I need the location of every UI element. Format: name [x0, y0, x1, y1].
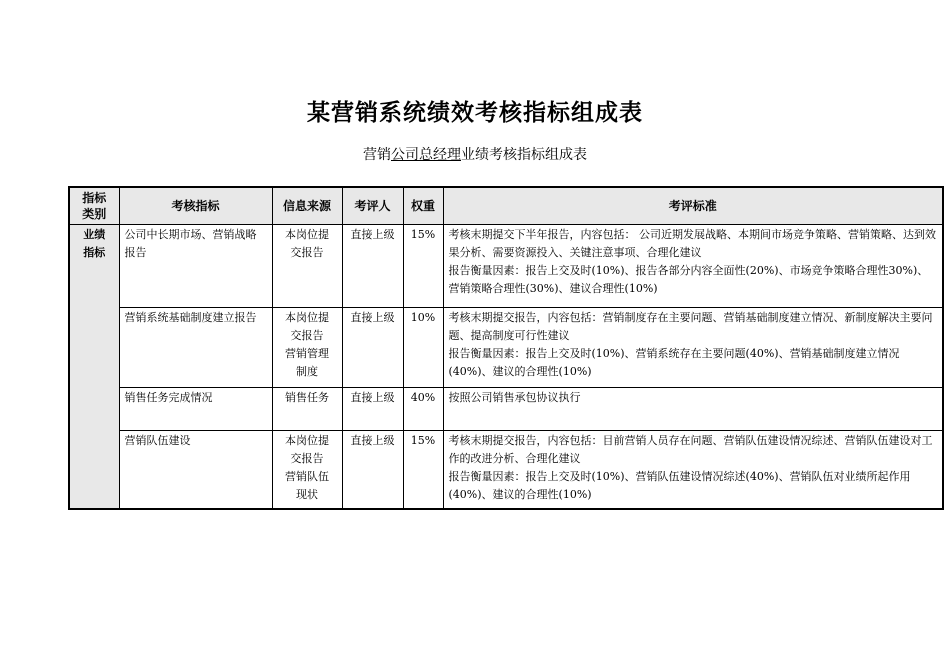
indicator-cell: 营销队伍建设: [119, 431, 272, 509]
table-subtitle: [0, 144, 950, 164]
subtitle-underlined: 公司总经理: [391, 147, 461, 163]
header-criteria: 考评标准: [443, 187, 943, 225]
table-row: [69, 388, 943, 431]
header-weight: 权重: [403, 187, 443, 225]
source-line: 现状: [296, 488, 318, 501]
source-line: 交报告: [290, 246, 324, 259]
weight-cell: 15%: [403, 225, 443, 308]
source-line: 营销管理: [285, 347, 329, 360]
table-row: [69, 431, 943, 509]
indicator-cell: 营销系统基础制度建立报告: [119, 308, 272, 388]
source-cell: [272, 388, 342, 431]
criteria-cell: [443, 431, 943, 509]
header-row: [69, 187, 943, 225]
reviewer-cell: 直接上级: [342, 225, 403, 308]
source-line: 制度: [296, 365, 318, 378]
criteria-cell: [443, 225, 943, 308]
criteria-line: 报告衡量因素：报告上交及时(10%)、报告各部分内容全面性(20%)、市场竞争策略合理性30%)、营销策略合理性(30%)、建议合理性(10%): [448, 264, 929, 295]
criteria-cell: [443, 308, 943, 388]
criteria-line: 按照公司销售承包协议执行: [448, 391, 581, 404]
table-row: [69, 308, 943, 388]
criteria-line: 考核末期提交报告，内容包括：营销制度存在主要问题、营销基础制度建立情况、新制度解决主要问题、提高制度可行性建议: [448, 311, 933, 342]
header-category-line2: 类别: [82, 207, 107, 221]
reviewer-cell: 直接上级: [342, 431, 403, 509]
criteria-line: 考核末期提交下半年报告，内容包括： 公司近期发展战略、本期间市场竞争策略、营销策略、达到效果分析、需要资源投入、关键注意事项、合理化建议: [448, 228, 936, 259]
header-source: 信息来源: [272, 187, 342, 225]
source-cell: [272, 431, 342, 509]
subtitle-suffix: 业绩考核指标组成表: [461, 147, 587, 163]
criteria-line: 考核末期提交报告，内容包括：目前营销人员存在问题、营销队伍建设情况综述、营销队伍建设对工作的改进分析、合理化建议: [448, 434, 933, 465]
category-line1: 业绩: [83, 228, 106, 241]
reviewer-cell: 直接上级: [342, 308, 403, 388]
source-cell: [272, 225, 342, 308]
weight-cell: 10%: [403, 308, 443, 388]
category-cell: [69, 225, 119, 509]
source-cell: [272, 308, 342, 388]
category-line2: 指标: [83, 246, 106, 259]
indicator-cell: 公司中长期市场、营销战略报告: [119, 225, 272, 308]
header-category-line1: 指标: [82, 191, 107, 205]
reviewer-cell: 直接上级: [342, 388, 403, 431]
weight-cell: 15%: [403, 431, 443, 509]
source-line: 营销队伍: [285, 470, 329, 483]
source-line: 销售任务: [285, 391, 329, 404]
source-line: 本岗位提: [285, 434, 329, 447]
criteria-line: 报告衡量因素：报告上交及时(10%)、营销系统存在主要问题(40%)、营销基础制度建立情况(40%)、建议的合理性(10%): [448, 347, 900, 378]
source-line: 交报告: [290, 452, 324, 465]
subtitle-prefix: 营销: [363, 147, 391, 163]
indicator-cell: 销售任务完成情况: [119, 388, 272, 431]
header-category: [69, 187, 119, 225]
criteria-line: 报告衡量因素：报告上交及时(10%)、营销队伍建设情况综述(40%)、营销队伍对业绩所起作用(40%)、建议的合理性(10%): [448, 470, 911, 501]
document-title: 某营销系统绩效考核指标组成表: [307, 100, 643, 126]
kpi-table: [68, 186, 944, 510]
table-row: [69, 225, 943, 308]
source-line: 本岗位提: [285, 311, 329, 324]
criteria-cell: [443, 388, 943, 431]
header-indicator: 考核指标: [119, 187, 272, 225]
source-line: 交报告: [290, 329, 324, 342]
weight-cell: 40%: [403, 388, 443, 431]
header-reviewer: 考评人: [342, 187, 403, 225]
source-line: 本岗位提: [285, 228, 329, 241]
